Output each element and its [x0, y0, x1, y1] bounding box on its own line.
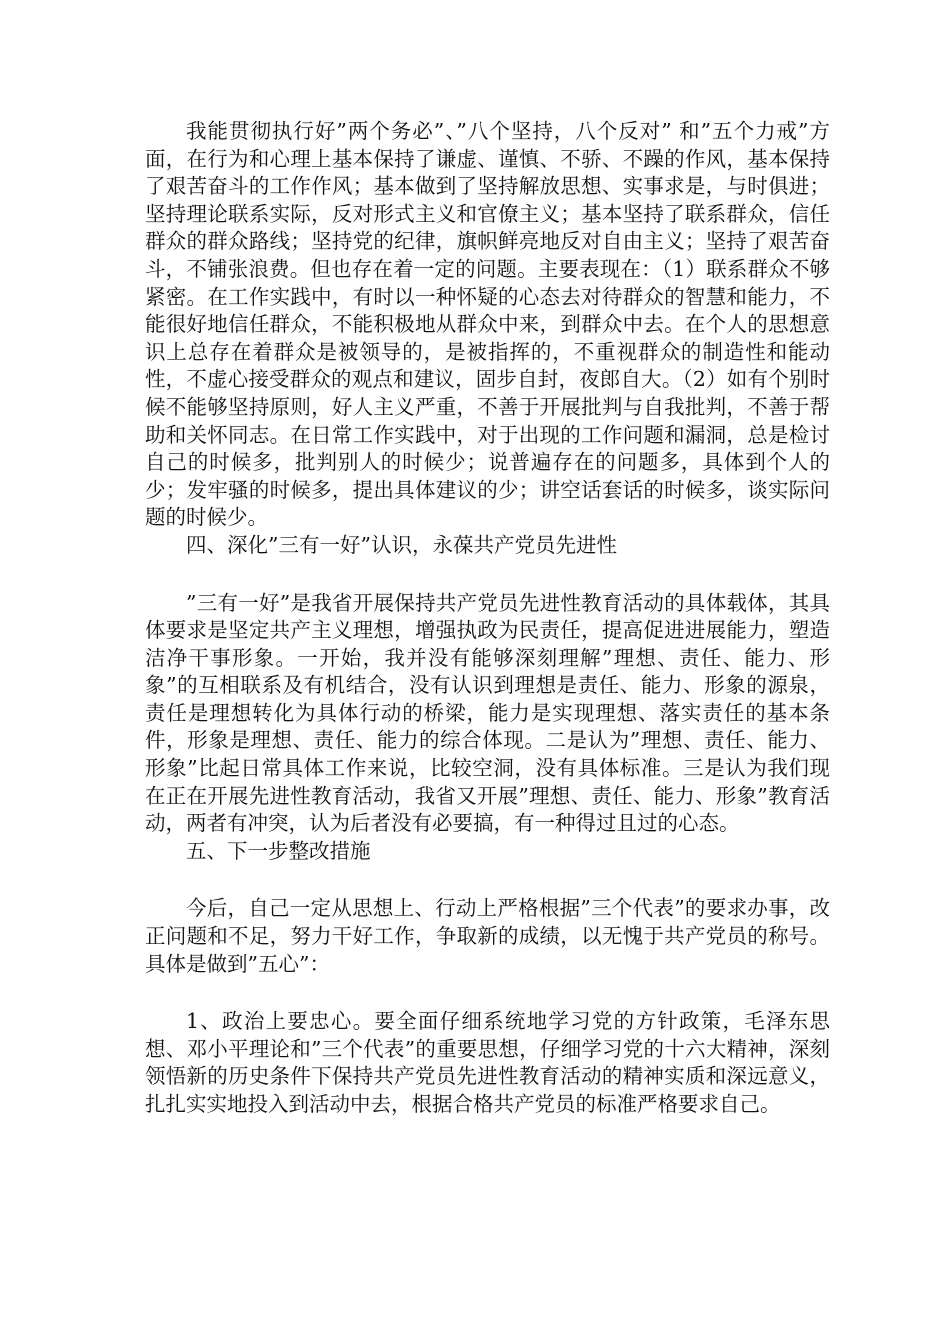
- paragraph-three-one-good: ”三有一好”是我省开展保持共产党员先进性教育活动的具体载体，其具体要求是坚定共产主义理想，增强执政为民责任，提高促进进展能力，塑造洁净干事形象。一开始，我并没有能够深刻理解”理想、责任、能力、形象”的互相联系及有机结合，没有认识到理想是责任、能力、形象的源泉，责任是理想转化为具体行动的桥梁，能力是实现理想、落实责任的基本条件，形象是理想、责任、能力的综合体现。二是认为”理想、责任、能力、形象”比起日常具体工作来说，比较空洞，没有具体标准。三是认为我们现在正在开展先进性教育活动，我省又开展”理想、责任、能力、形象”教育活动，两者有冲突，认为后者没有必要搞，有一种得过且过的心态。: [145, 590, 830, 836]
- document-body: [145, 118, 830, 1119]
- section-heading-four: 四、深化”三有一好”认识，永葆共产党员先进性: [186, 532, 617, 557]
- paragraph-future-commitment: 今后，自己一定从思想上、行动上严格根据”三个代表”的要求办事，改正问题和不足，努力干好工作，争取新的成绩，以无愧于共产党员的称号。具体是做到”五心”：: [145, 896, 830, 976]
- section-heading-five: 五、下一步整改措施: [186, 838, 371, 863]
- paragraph-political-loyalty: 1、政治上要忠心。要全面仔细系统地学习党的方针政策，毛泽东思想、邓小平理论和”三个代表”的重要思想，仔细学习党的十六大精神，深刻领悟新的历史条件下保持共产党员先进性教育活动的精神实质和深远意义，扎扎实实地投入到活动中去，根据合格共产党员的标准严格要求自己。: [145, 1009, 830, 1116]
- paragraph-party-conduct: 我能贯彻执行好”两个务必”、”八个坚持，八个反对” 和”五个力戒”方面，在行为和心理上基本保持了谦虚、谨慎、不骄、不躁的作风，基本保持了艰苦奋斗的工作作风；基本做到了坚持解放思想、实事求是，与时俱进；坚持理论联系实际，反对形式主义和官僚主义；基本坚持了联系群众，信任群众的群众路线；坚持党的纪律，旗帜鲜亮地反对自由主义；坚持了艰苦奋斗，不铺张浪费。但也存在着一定的问题。主要表现在：（1）联系群众不够紧密。在工作实践中，有时以一种怀疑的心态去对待群众的智慧和能力，不能很好地信任群众，不能积极地从群众中来，到群众中去。在个人的思想意识上总存在着群众是被领导的，是被指挥的，不重视群众的制造性和能动性，不虚心接受群众的观点和建议，固步自封，夜郎自大。（2）如有个别时候不能够坚持原则，好人主义严重，不善于开展批判与自我批判，不善于帮助和关怀同志。在日常工作实践中，对于出现的工作问题和漏洞，总是检讨自己的时候多，批判别人的时候少；说普遍存在的问题多，具体到个人的少；发牢骚的时候多，提出具体建议的少；讲空话套话的时候多，谈实际问题的时候少。: [145, 119, 830, 530]
